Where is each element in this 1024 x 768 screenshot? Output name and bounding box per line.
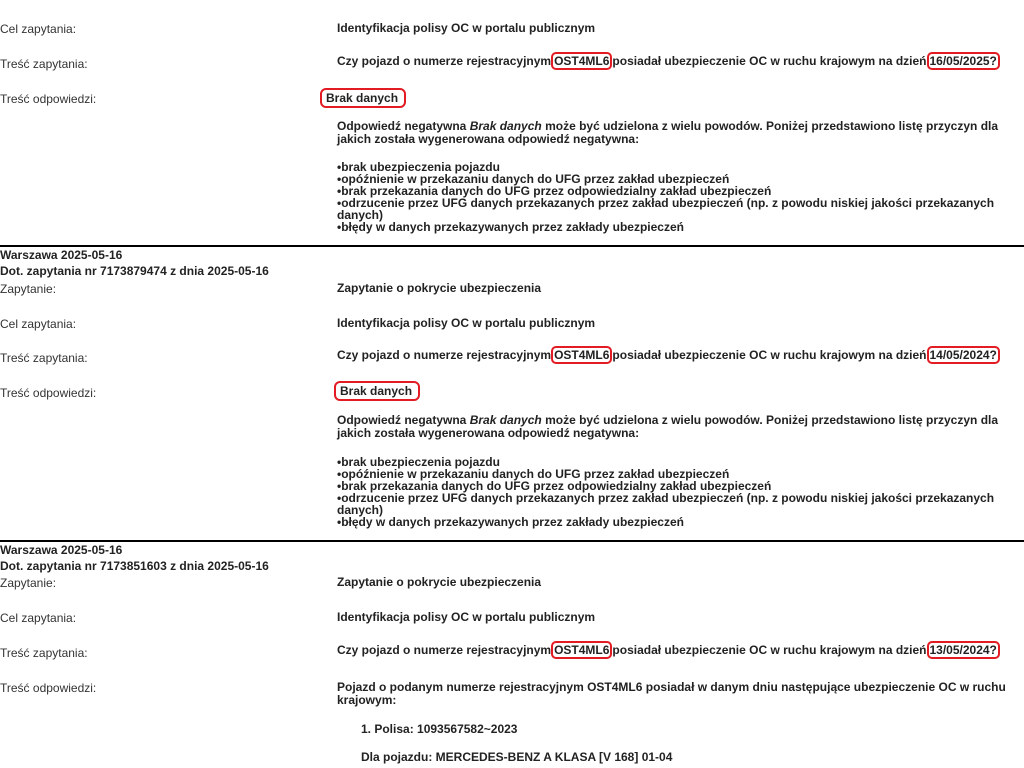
negative-answer-note	[337, 120, 1020, 146]
note-text-emphasis: Brak danych	[469, 119, 542, 133]
reason-item: • błędy w danych przekazywanych przez zakłady ubezpieczeń	[337, 516, 1020, 528]
question-middle: posiadał ubezpieczenie OC w ruchu krajowym na dzień	[612, 643, 927, 657]
cel-zapytania-value: Identyfikacja polisy OC w portalu publicznym	[337, 316, 596, 330]
highlighted-date: 14/05/2024?	[927, 346, 1000, 364]
answer-brak-danych	[320, 88, 406, 108]
note-text-before: Odpowiedź negatywna	[337, 119, 467, 133]
label-cel-zapytania: Cel zapytania:	[0, 611, 77, 625]
question-prefix: Czy pojazd o numerze rejestracyjnym	[337, 643, 552, 657]
zapytanie-value: Zapytanie o pokrycie ubezpieczenia	[337, 281, 542, 295]
label-tresc-odpowiedzi: Treść odpowiedzi:	[0, 92, 97, 106]
record-reference: Dot. zapytania nr 7173879474 z dnia 2025-05-16	[0, 264, 269, 278]
zapytanie-value: Zapytanie o pokrycie ubezpieczenia	[337, 575, 542, 589]
reason-item: • brak przekazania danych do UFG przez odpowiedzialny zakład ubezpieczeń	[337, 185, 1020, 197]
reason-item: • opóźnienie w przekazaniu danych do UFG przez zakład ubezpieczeń	[337, 468, 1020, 480]
reason-item: • błędy w danych przekazywanych przez zakłady ubezpieczeń	[337, 221, 1020, 233]
note-text-after: może być udzielona z wielu powodów. Poniżej przedstawiono listę przyczyn dla jakich została wygenerowana odpowiedź negatywna:	[337, 119, 999, 146]
highlighted-registration: OST4ML6	[551, 52, 612, 70]
negative-answer-note	[337, 414, 1020, 440]
highlighted-answer: Brak danych	[334, 381, 420, 401]
reason-item: • odrzucenie przez UFG danych przekazanych przez zakład ubezpieczeń (np. z powodu niskiej jakości przekazanych danych)	[337, 197, 1020, 221]
note-text-after: może być udzielona z wielu powodów. Poniżej przedstawiono listę przyczyn dla jakich została wygenerowana odpowiedź negatywna:	[337, 413, 999, 440]
question-middle: posiadał ubezpieczenie OC w ruchu krajowym na dzień	[612, 54, 927, 68]
question-prefix: Czy pojazd o numerze rejestracyjnym	[337, 54, 552, 68]
record-divider	[0, 245, 1024, 247]
policy-number: 1. Polisa: 1093567582~2023	[361, 722, 518, 736]
record-city-date: Warszawa 2025-05-16	[0, 248, 123, 262]
tresc-zapytania-value	[337, 349, 1020, 362]
label-tresc-zapytania: Treść zapytania:	[0, 351, 88, 365]
answer-brak-danych	[334, 381, 420, 401]
question-prefix: Czy pojazd o numerze rejestracyjnym	[337, 348, 552, 362]
highlighted-registration: OST4ML6	[551, 641, 612, 659]
reason-item: • brak przekazania danych do UFG przez odpowiedzialny zakład ubezpieczeń	[337, 480, 1020, 492]
label-cel-zapytania: Cel zapytania:	[0, 317, 77, 331]
answer-text: Pojazd o podanym numerze rejestracyjnym OST4ML6 posiadał w danym dniu następujące ubezpieczenie OC w ruchu krajowym:	[337, 680, 1006, 707]
tresc-zapytania-value	[337, 644, 1020, 657]
policy-vehicle: Dla pojazdu: MERCEDES-BENZ A KLASA [V 168] 01-04	[361, 750, 673, 764]
record-divider	[0, 540, 1024, 542]
reason-item: • brak ubezpieczenia pojazdu	[337, 161, 1020, 173]
highlighted-date: 13/05/2024?	[927, 641, 1000, 659]
note-text-emphasis: Brak danych	[469, 413, 542, 427]
tresc-zapytania-value	[337, 55, 1020, 68]
label-zapytanie: Zapytanie:	[0, 282, 57, 296]
highlighted-registration: OST4ML6	[551, 346, 612, 364]
reasons-list	[337, 161, 1020, 233]
label-tresc-odpowiedzi: Treść odpowiedzi:	[0, 386, 97, 400]
reason-item: • odrzucenie przez UFG danych przekazanych przez zakład ubezpieczeń (np. z powodu niskiej jakości przekazanych danych)	[337, 492, 1020, 516]
highlighted-date: 16/05/2025?	[927, 52, 1000, 70]
label-cel-zapytania: Cel zapytania:	[0, 22, 77, 36]
record-reference: Dot. zapytania nr 7173851603 z dnia 2025-05-16	[0, 559, 269, 573]
label-tresc-zapytania: Treść zapytania:	[0, 57, 88, 71]
record-city-date: Warszawa 2025-05-16	[0, 543, 123, 557]
label-tresc-odpowiedzi: Treść odpowiedzi:	[0, 681, 97, 695]
highlighted-answer: Brak danych	[320, 88, 406, 108]
reason-item: • opóźnienie w przekazaniu danych do UFG przez zakład ubezpieczeń	[337, 173, 1020, 185]
cel-zapytania-value: Identyfikacja polisy OC w portalu publicznym	[337, 610, 596, 624]
note-text-before: Odpowiedź negatywna	[337, 413, 467, 427]
reasons-list	[337, 456, 1020, 528]
reason-item: • brak ubezpieczenia pojazdu	[337, 456, 1020, 468]
cel-zapytania-value: Identyfikacja polisy OC w portalu publicznym	[337, 21, 596, 35]
label-tresc-zapytania: Treść zapytania:	[0, 646, 88, 660]
question-middle: posiadał ubezpieczenie OC w ruchu krajowym na dzień	[612, 348, 927, 362]
label-zapytanie: Zapytanie:	[0, 576, 57, 590]
